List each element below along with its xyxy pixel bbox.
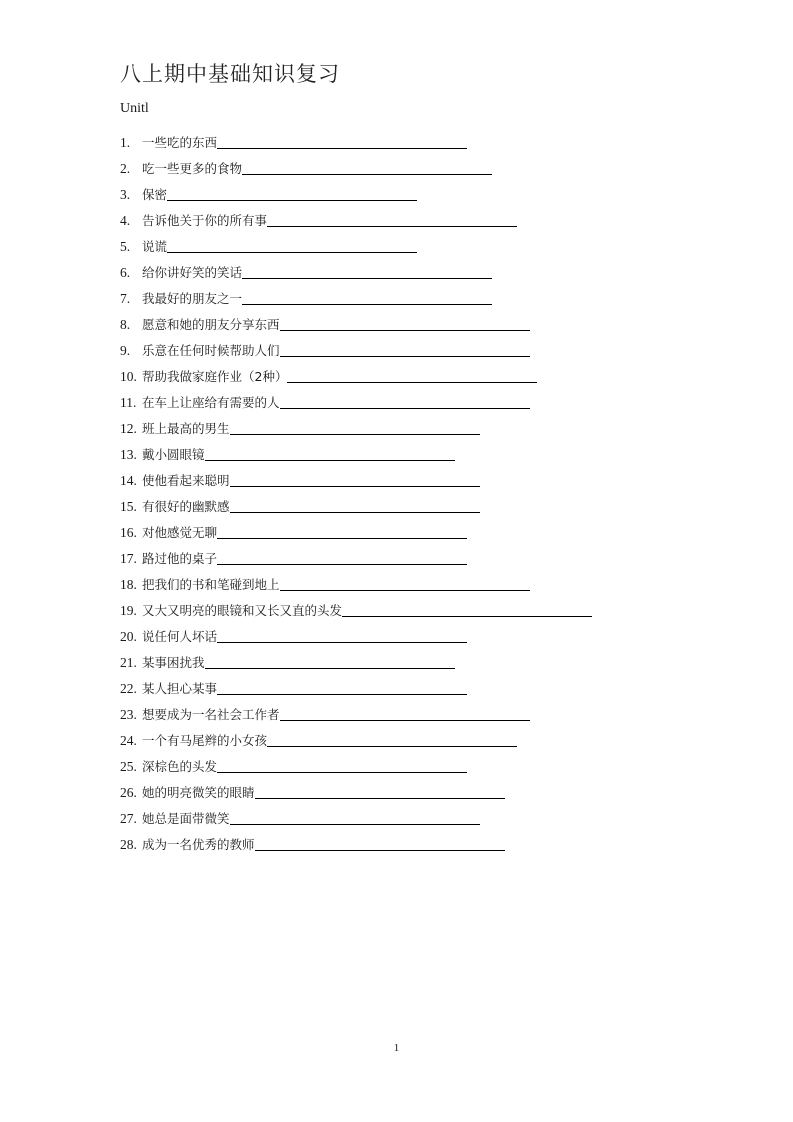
answer-blank[interactable] [242,173,492,175]
exercise-number: 18. [120,577,137,592]
exercise-item [120,594,592,620]
exercise-number: 2. [120,161,131,176]
exercise-item [120,308,592,334]
exercise-item [120,620,592,646]
exercise-item [120,750,592,776]
exercise-number: 15. [120,499,137,514]
exercise-number: 22. [120,681,137,696]
exercise-item [120,698,592,724]
exercise-number: 14. [120,473,137,488]
exercise-number: 19. [120,603,137,618]
exercise-number: 20. [120,629,137,644]
answer-blank[interactable] [267,745,517,747]
exercise-list [120,126,592,854]
exercise-item [120,386,592,412]
exercise-prompt: 成为一名优秀的教师 [142,837,255,852]
answer-blank[interactable] [205,459,455,461]
answer-blank[interactable] [255,849,505,851]
exercise-prompt: 乐意在任何时候帮助人们 [142,343,280,358]
exercise-item [120,256,592,282]
exercise-prompt: 某事困扰我 [142,655,205,670]
exercise-number: 13. [120,447,137,462]
exercise-prompt: 在车上让座给有需要的人 [142,395,280,410]
answer-blank[interactable] [230,823,480,825]
exercise-item [120,646,592,672]
exercise-prompt: 有很好的幽默感 [142,499,230,514]
exercise-number: 24. [120,733,137,748]
exercise-number: 7. [120,291,131,306]
exercise-number: 28. [120,837,137,852]
exercise-number: 10. [120,369,137,384]
answer-blank[interactable] [167,199,417,201]
answer-blank[interactable] [280,329,530,331]
exercise-item [120,724,592,750]
exercise-prompt: 保密 [142,187,168,202]
answer-blank[interactable] [267,225,517,227]
exercise-number: 17. [120,551,137,566]
exercise-item [120,178,592,204]
answer-blank[interactable] [217,641,467,643]
exercise-number: 26. [120,785,137,800]
answer-blank[interactable] [280,355,530,357]
exercise-prompt: 告诉他关于你的所有事 [142,213,268,228]
answer-blank[interactable] [230,511,480,513]
answer-blank[interactable] [255,797,505,799]
exercise-prompt: 帮助我做家庭作业（2种） [142,369,288,384]
answer-blank[interactable] [230,433,480,435]
exercise-prompt: 说任何人坏话 [142,629,218,644]
exercise-prompt: 对他感觉无聊 [142,525,218,540]
exercise-item [120,464,592,490]
exercise-number: 1. [120,135,131,150]
exercise-number: 3. [120,187,131,202]
page-number: 1 [393,1042,400,1054]
exercise-prompt: 使他看起来聪明 [142,473,230,488]
exercise-item [120,282,592,308]
exercise-item [120,802,592,828]
exercise-item [120,412,592,438]
exercise-number: 9. [120,343,131,358]
answer-blank[interactable] [230,485,480,487]
exercise-item [120,360,592,386]
exercise-prompt: 吃一些更多的食物 [142,161,243,176]
exercise-number: 16. [120,525,137,540]
exercise-prompt: 一个有马尾辫的小女孩 [142,733,268,748]
answer-blank[interactable] [167,251,417,253]
exercise-item [120,334,592,360]
exercise-number: 25. [120,759,137,774]
exercise-prompt: 想要成为一名社会工作者 [142,707,280,722]
exercise-number: 5. [120,239,131,254]
exercise-number: 8. [120,317,131,332]
exercise-item [120,542,592,568]
exercise-item [120,828,592,854]
exercise-prompt: 愿意和她的朋友分享东西 [142,317,280,332]
exercise-prompt: 一些吃的东西 [142,135,218,150]
exercise-prompt: 戴小圆眼镜 [142,447,205,462]
exercise-prompt: 把我们的书和笔碰到地上 [142,577,280,592]
exercise-number: 4. [120,213,131,228]
exercise-item [120,152,592,178]
exercise-prompt: 说谎 [142,239,168,254]
exercise-item [120,776,592,802]
exercise-item [120,126,592,152]
exercise-item [120,516,592,542]
answer-blank[interactable] [242,277,492,279]
exercise-prompt: 深棕色的头发 [142,759,218,774]
answer-blank[interactable] [342,615,592,617]
answer-blank[interactable] [280,407,530,409]
answer-blank[interactable] [217,147,467,149]
answer-blank[interactable] [217,537,467,539]
exercise-item [120,672,592,698]
exercise-prompt: 给你讲好笑的笑话 [142,265,243,280]
exercise-number: 6. [120,265,131,280]
unit-heading: Unitl [120,101,149,116]
answer-blank[interactable] [217,771,467,773]
exercise-item [120,204,592,230]
answer-blank[interactable] [217,693,467,695]
exercise-prompt: 她总是面带微笑 [142,811,230,826]
page-title: 八上期中基础知识复习 [120,62,340,86]
answer-blank[interactable] [280,589,530,591]
exercise-prompt: 我最好的朋友之一 [142,291,243,306]
exercise-number: 11. [120,395,137,410]
exercise-number: 21. [120,655,137,670]
exercise-prompt: 路过他的桌子 [142,551,218,566]
exercise-prompt: 她的明亮微笑的眼睛 [142,785,255,800]
exercise-number: 23. [120,707,137,722]
answer-blank[interactable] [242,303,492,305]
exercise-number: 27. [120,811,137,826]
exercise-item [120,230,592,256]
answer-blank[interactable] [217,563,467,565]
exercise-item [120,438,592,464]
exercise-prompt: 又大又明亮的眼镜和又长又直的头发 [142,603,343,618]
exercise-prompt: 某人担心某事 [142,681,218,696]
answer-blank[interactable] [287,381,537,383]
answer-blank[interactable] [280,719,530,721]
exercise-number: 12. [120,421,137,436]
exercise-item [120,490,592,516]
exercise-item [120,568,592,594]
answer-blank[interactable] [205,667,455,669]
exercise-prompt: 班上最高的男生 [142,421,230,436]
